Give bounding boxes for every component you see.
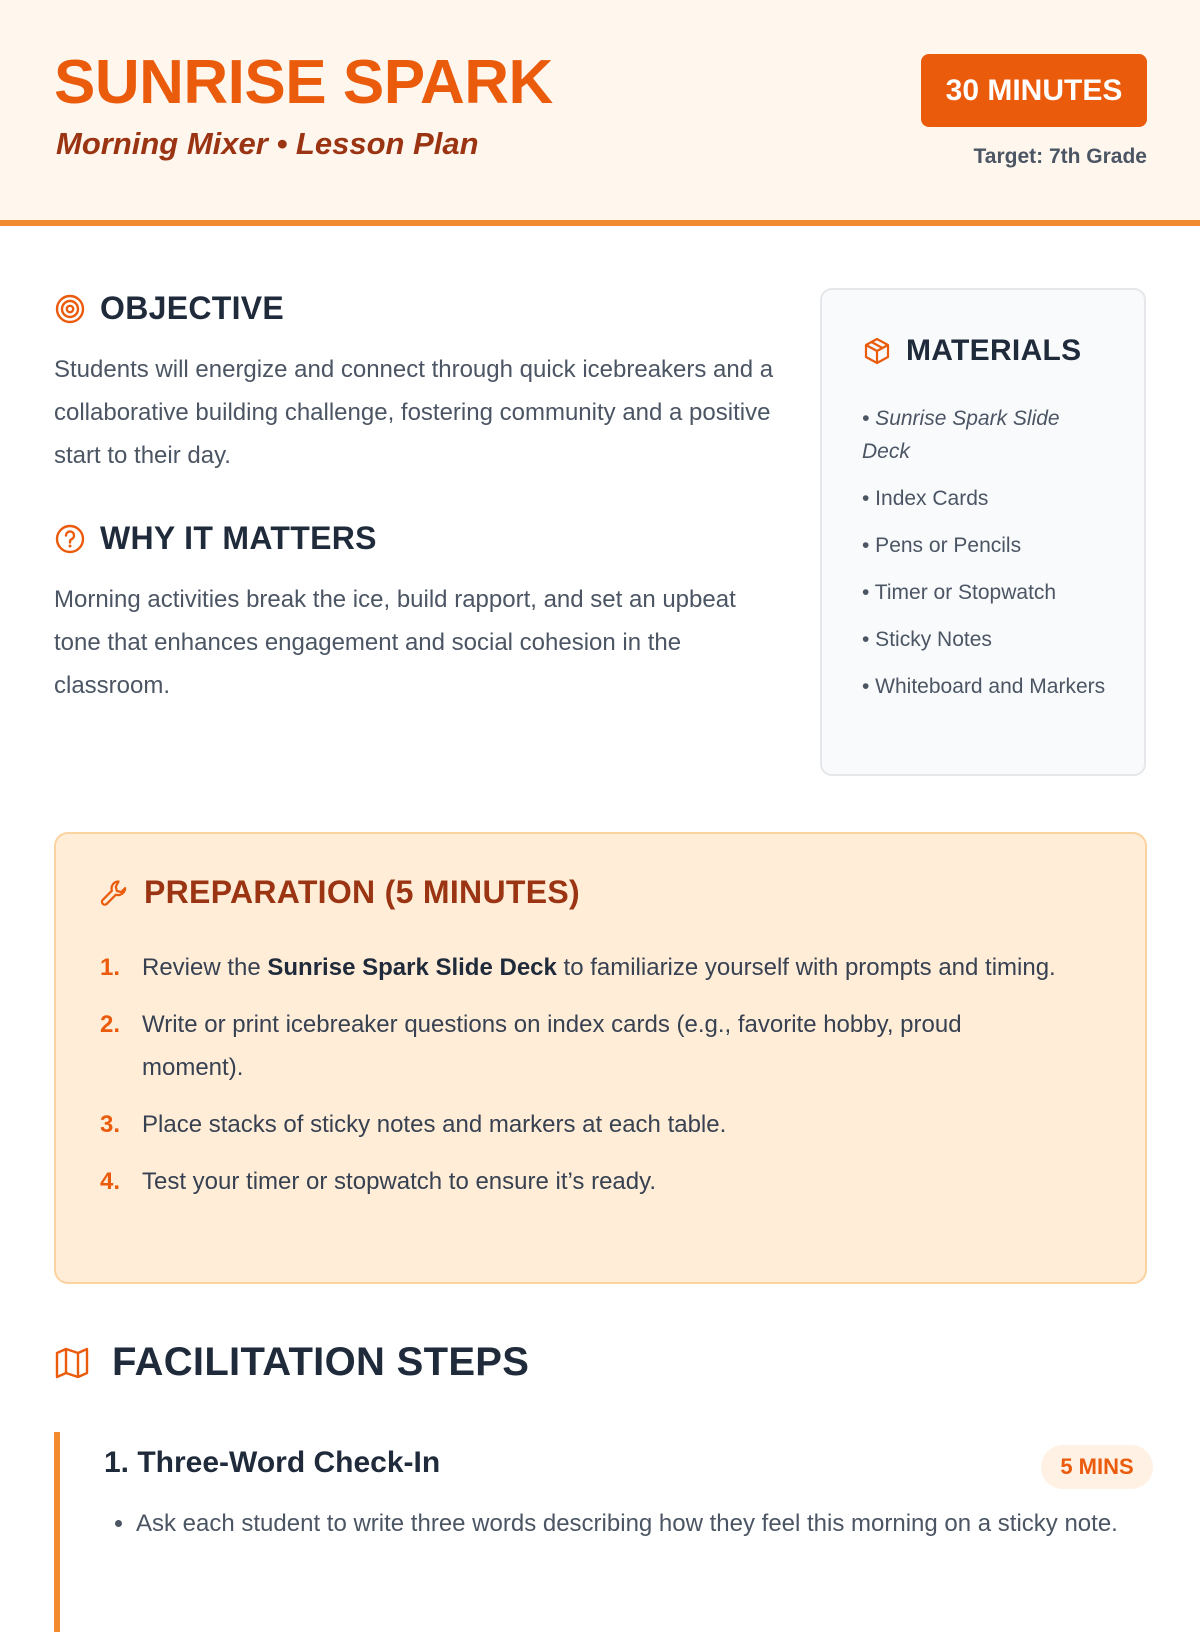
- list-number: 1.: [100, 954, 121, 981]
- materials-card: [820, 288, 1146, 776]
- list-item: • Pens or Pencils: [862, 534, 1022, 557]
- list-text: Test your timer or stopwatch to ensure it’s ready.: [142, 1168, 656, 1195]
- step-duration-badge: 5 MINS: [1041, 1445, 1153, 1489]
- step-bullets: [118, 1504, 1146, 1544]
- list-item: [100, 1103, 1060, 1146]
- objective-text: Students will energize and connect through quick icebreakers and a collaborative building challenge, fostering community and a positive start to their day.: [54, 356, 774, 469]
- why-heading: [54, 520, 377, 557]
- list-item: • Ask each student to write three words describing how they feel this morning on a sticky note.: [136, 1504, 1146, 1544]
- target-icon: [54, 293, 86, 325]
- question-circle-icon: [54, 523, 86, 555]
- lesson-subtitle: Morning Mixer • Lesson Plan: [56, 126, 479, 161]
- why-text: Morning activities break the ice, build rapport, and set an upbeat tone that enhances engagement and social cohesion in the classroom.: [54, 586, 736, 699]
- list-number: 2.: [100, 1011, 121, 1038]
- list-text: Write or print icebreaker questions on index cards (e.g., favorite hobby, proud moment).: [142, 1011, 962, 1081]
- preparation-heading: [98, 874, 580, 911]
- list-item: • Sunrise Spark Slide Deck: [862, 407, 1060, 463]
- duration-badge: 30 MINUTES: [921, 54, 1147, 127]
- list-text-bold: Sunrise Spark Slide Deck: [267, 954, 557, 981]
- list-item: • Index Cards: [862, 487, 989, 510]
- list-item: [100, 1160, 1060, 1203]
- package-icon: [862, 336, 892, 366]
- list-item: • Timer or Stopwatch: [862, 581, 1057, 604]
- lesson-title: SUNRISE SPARK: [54, 48, 553, 117]
- list-text: Review the: [142, 954, 268, 981]
- objective-heading-label: OBJECTIVE: [100, 290, 285, 326]
- step-title: 1. Three-Word Check-In: [104, 1446, 441, 1479]
- facilitation-heading-label: FACILITATION STEPS: [112, 1340, 530, 1384]
- preparation-box: [54, 832, 1147, 1284]
- list-number: 4.: [100, 1168, 121, 1195]
- target-grade: Target: 7th Grade: [973, 145, 1147, 168]
- why-heading-label: WHY IT MATTERS: [100, 520, 377, 556]
- list-item: • Sticky Notes: [862, 628, 992, 651]
- facilitation-heading: [54, 1340, 529, 1385]
- list-text: to familiarize yourself with prompts and timing.: [556, 954, 1056, 981]
- facilitation-step: [54, 1432, 1153, 1632]
- materials-list: [862, 402, 1112, 717]
- list-item: • Whiteboard and Markers: [862, 675, 1106, 698]
- materials-heading: [862, 334, 1081, 368]
- preparation-list: [100, 946, 1060, 1217]
- list-text: Place stacks of sticky notes and markers at each table.: [142, 1111, 727, 1138]
- wrench-icon: [98, 877, 130, 909]
- objective-heading: [54, 290, 284, 327]
- list-item: [100, 946, 1060, 989]
- preparation-heading-label: PREPARATION (5 MINUTES): [144, 874, 580, 910]
- materials-heading-label: MATERIALS: [906, 334, 1082, 367]
- list-number: 3.: [100, 1111, 121, 1138]
- map-icon: [54, 1345, 90, 1381]
- list-item: [100, 1003, 1060, 1089]
- lesson-header: [0, 0, 1200, 226]
